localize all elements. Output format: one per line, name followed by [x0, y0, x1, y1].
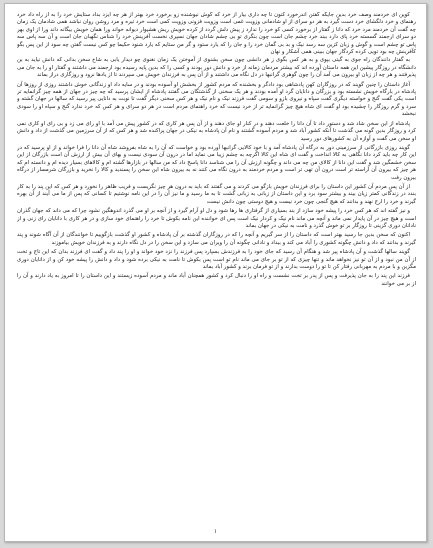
paragraph: و نیز گفته اند که هر کس خرد را پیشه خود سازد از بند بسیاری از گرفتاری ها رها شود و دل او آرام گیرد و از آنچه بر او می گذرد اندوهگین نشود چرا که می داند که جهان گذران است و هیچ چیز در آن پایدار نمی ماند و آنچه می ماند نام نیک و کردار نیک است پس ای خواننده این نامه بکوش تا خرد را راهنمای خود سازی و در هر کاری با دانایان رای زنی و از نادانان دوری گزینی تا روزگار بر تو خوش گذرد و نامت به نیکی در جهان بماند [17, 208, 416, 229]
paragraph: گویند سالها گذشت و آن پادشاه پیر شد و هنگام آن رسید که جای خود را به فرزندش بسپارد پس فرزند را نزد خود خواند و او را پند داد و گفت ای فرزند بدان که این تاج و تخت از آن من نبود و از آن تو نیز نخواهد ماند و تنها چیزی که از تو بر جای می ماند نام تو است پس بکوش تا نامت به نیکی برده شود و داد و دانش را پیشه خود کن و از دانایان دوری مگزین و با مردم به مهربانی رفتار کن تا تو را دوست بدارند و از تو فرمان برند و کشور آباد بماند [17, 249, 416, 270]
paragraph: از آن پس مردم آن کشور این داستان را برای فرزندان خویش بازگو می کردند و می گفتند که باید به درون هر چیز نگریست و فریب ظاهر را نخورد و هر کس که این پند را به کار بندد در زندگانی کمتر زیان بیند و بیشتر سود برد و این داستان از زبانی به زبانی گشت تا به ما رسید و ما نیز آن را در این نامه نوشتیم تا کسانی که پس از ما می آیند از آن بهره گیرند و خرد را ارج نهند و بدانند که هیچ گنجی چون خرد نیست و هیچ دوستی چون دانش نیست [17, 183, 416, 205]
paragraph: پادشاه از این سخن شاد شد و دستور داد تا آن دانا را خلعت دهند و در کنار او جای دهند و از آن پس هر کاری که در کشور پیش می آمد با او رای می زد و بی رای او کاری نمی کرد و روزگار بدین گونه می گذشت تا آنکه کشور آباد شد و مردم آسوده گشتند و نام آن پادشاه به نیکی در جهان پراکنده شد و هر کس که از آن سرزمین می گذشت از داد و دانش او سخن می گفت و آوازه آن به کشورهای دور رسید [17, 120, 416, 142]
paragraph: اکنون که سخن بدین جا رسید بهتر است که داستان را از سر گیریم و آنچه را که در روزگاران گذشته بر آن پادشاه و کشور او گذشت بازگوییم تا خوانندگان از آن آگاه شوند و پند گیرند و بدانند که داد و دانش چگونه کشوری را آباد می کند و بیداد و نادانی چگونه آن را ویران می سازد و این سخن را در دل نگاه دارند و به فرزندان خویش بیاموزند [17, 232, 416, 246]
paragraph: فرزند این پند را به جان پذیرفت و پس از پدر بر تخت نشست و راه او را دنبال کرد و کشور همچنان آباد ماند و مردم آسوده زیستند و این داستان را تا امروز به یاد دارند و آن را از بر می خوانند [17, 273, 416, 287]
page-number: ۱ [213, 528, 218, 535]
paragraph: به گفتار دانندگان راه جوی به گیتی بپوی و به هر کس بگوی ز هر دانشی چون سخن بشنوی از آموختن یک زمان نغنوی چو دیدار یابی به شاخ سخن بدانی که دانش نیاید به بن دانشگاه در روزگار پیشین این همه داستان آورده اند که بیشتر مردمان زمانه از خرد و دانش دور بودند و کسی را که بدین پایه رسیده بود ارجمند می داشتند و گفتار او را به جان می پذیرفتند و هر چه از زبان او بیرون می آمد آن را چون گوهری گرانبها در دل نگاه می داشتند و از آن پس به فرزندان خویش می سپردند تا از یادها نرود و روزگاری دراز بماند [17, 57, 416, 79]
body-text [17, 12, 416, 518]
paragraph: گویند روزی بازرگانی از سرزمینی دور به درگاه آن پادشاه آمد و با خود کالایی گرانبها آورده بود و خواست که آن را به شاه بفروشد شاه آن دانا را فرا خواند و از او پرسید که در این کار چه باید کرد دانا نگاهی به کالا انداخت و گفت ای شاه این کالا اگرچه به چشم زیبا می نماید اما در درون آن سودی نیست و بهای آن بیش از ارزش آن است بازرگان از این سخن خشمگین شد و گفت این دانا از کالای من چه می داند و چگونه ارزش آن را می شناسد دانا پاسخ داد که من سالها در بازارها گشته ام و کالاهای بسیار دیده ام و دانسته ام که هر چیز که بیرون آن آراسته تر است درون آن تهی تر است و مردم خردمند به درون نگاه می کنند نه به بیرون شاه این سخن را پسندید و کالا را نخرید و بازرگان شرمسار از درگاه بیرون رفت [17, 144, 416, 181]
document-page [4, 3, 427, 542]
paragraph: کوین ای خردمند وصف خرد بدین جایگه گفتن اندرخورد کنون تا چه داری بیار از خرد که گوش نیوشنده زو برخورد خرد بهتر از هر چه ایزد بداد ستایش خرد را به از راه داد خرد رهنمای و خرد دلگشای خرد دست گیرد به هر دو سرای از او شادمانی وزویت غمی است وزویت فزونی وزویت کمی است خرد تیره و مرد روشن روان نباشد همی شادمان یک زمان چه گفت آن خردمند مرد خرد که دانا ز گفتار از برخورد کسی کو خرد را ندارد ز پیش دلش گردد از کرده خویش ریش هشیوار دیوانه خواند ورا همان خویش بیگانه داند ورا از اوی بهر دو سرای ارجمند گسسته خرد پای دارد ببند خرد چشم جان است چون بنگری تو بی چشم شادان جهان نسپری نخست آفرینش خرد را شناس نگهبان جان است و آن سه پاس سه پاس تو چشم است و گوش و زبان کزین سه رسد نیک و بد بی گمان خرد را و جان را که یارد ستود و گر من ستایم که یارد شنود حکیما چو کس نیست گفتن چه سود از این پس بگو کآفرینش چه بود تویی کرده کردگار جهان ببینی همی آشکار و نهان [17, 12, 416, 56]
paragraph: آغاز داستان را چنین گویند که در روزگاران کهن پادشاهی بود دادگر و بخشنده که مردم کشور از بخشش او آسوده بودند و در سایه داد او زندگانی خوش داشتند روزی از روزها آن پادشاه در بارگاه خویش نشسته بود و بزرگان و دانایان گرد او آمده بودند و هر یک سخنی از گذشتگان می گفتند پادشاه از ایشان پرسید که چه چیز در جهان از همه چیز گرانمایه تر است یکی گفت گنج و خواسته دیگری گفت سپاه و نیروی بازو و سومی گفت فرزند نیک و نام نیک و هر کس سخنی دیگر گفت تا نوبت به دانایی پیر رسید که سالها در جهان گشته و سرد و گرم روزگار را چشیده بود او گفت ای شاه هیچ چیز گرانمایه تر از خرد نیست که خرد راهنمای مردم است در هر دو سرای و هر کس که خرد ندارد گنج و سپاه او را سودی نبخشد [17, 81, 416, 118]
